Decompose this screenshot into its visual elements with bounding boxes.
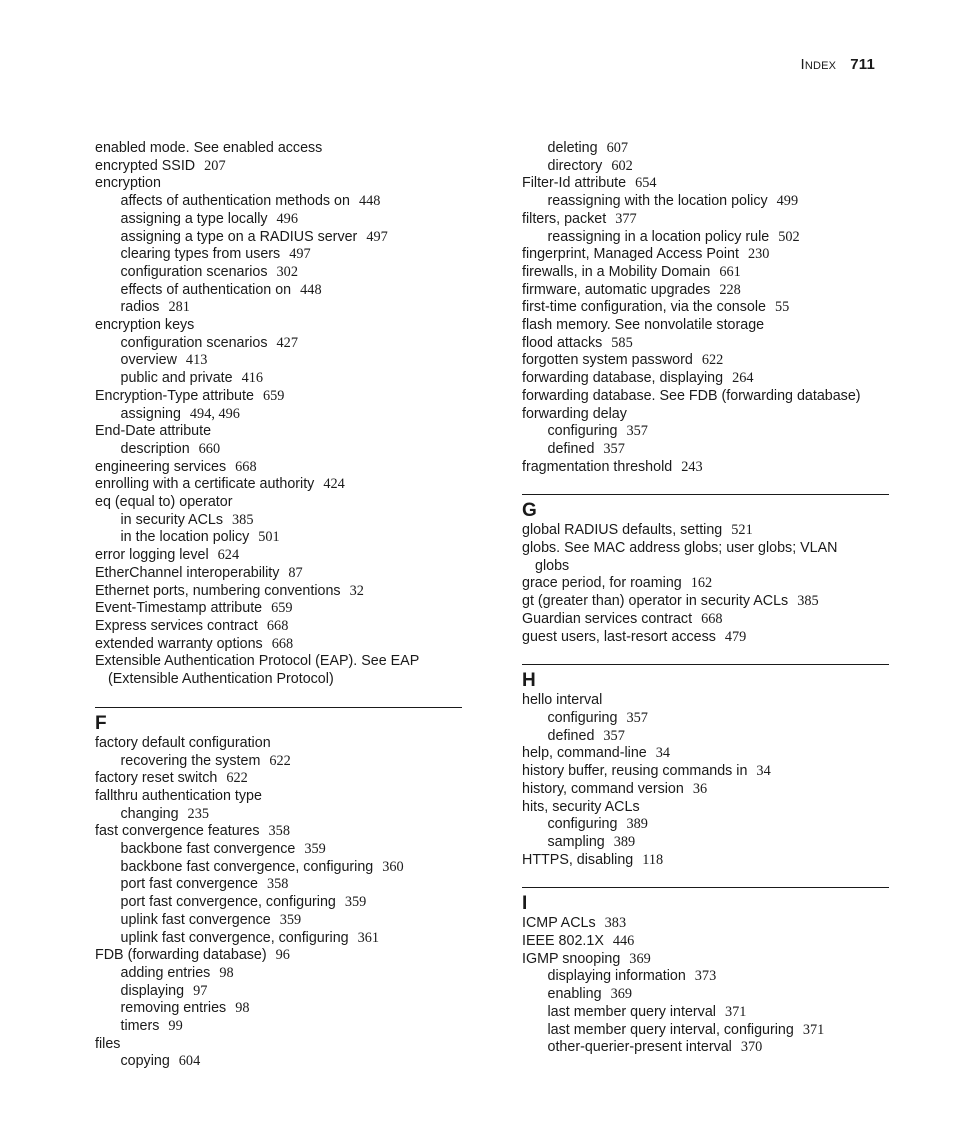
entry-page-ref: 668	[271, 635, 294, 652]
index-entry	[522, 575, 890, 593]
index-entry	[95, 459, 463, 477]
entry-term: in the location policy	[120, 529, 250, 546]
index-entry	[95, 671, 463, 689]
entry-page-ref: 96	[275, 947, 290, 964]
entry-page-ref: 383	[604, 915, 627, 932]
section-divider	[95, 707, 462, 708]
index-entry	[522, 933, 890, 951]
entry-term: ICMP ACLs	[522, 915, 596, 932]
entry-term: description	[120, 440, 190, 457]
entry-term: guest users, last-resort access	[522, 628, 716, 645]
entry-page-ref: 622	[269, 752, 291, 769]
entry-term: configuration scenarios	[120, 334, 268, 351]
entry-term: fast convergence features	[95, 823, 260, 840]
index-subentry	[522, 1004, 890, 1022]
entry-page-ref: 357	[626, 423, 648, 440]
entry-term: factory default configuration	[95, 734, 271, 751]
entry-page-ref: 118	[642, 851, 664, 868]
entry-page-ref: 357	[626, 709, 648, 726]
entry-page-ref: 448	[358, 193, 381, 210]
entry-page-ref: 361	[357, 929, 380, 946]
index-entry	[95, 476, 463, 494]
index-subentry	[522, 423, 890, 441]
entry-page-ref: 497	[289, 246, 311, 263]
entry-page-ref: 235	[187, 805, 209, 822]
entry-page-ref: 385	[232, 511, 254, 528]
index-subentry	[522, 229, 890, 247]
index-subentry	[522, 968, 890, 986]
entry-page-ref: 668	[701, 610, 723, 627]
index-subentry	[522, 1022, 890, 1040]
entry-term: enabling	[547, 986, 602, 1003]
entry-term: uplink fast convergence	[120, 911, 271, 928]
index-entry	[522, 335, 890, 353]
index-entry	[95, 788, 463, 806]
entry-page-ref: 357	[603, 727, 625, 744]
entry-term: Ethernet ports, numbering conventions	[95, 582, 341, 599]
entry-term: radios	[120, 299, 160, 316]
index-section-f	[95, 707, 463, 1071]
index-entry	[522, 317, 890, 335]
index-subentry	[95, 1018, 463, 1036]
entry-term: defined	[547, 727, 595, 744]
index-entry	[522, 852, 890, 870]
index-subentry	[95, 352, 463, 370]
index-entry	[95, 317, 463, 335]
index-subentry	[95, 930, 463, 948]
index-entry	[522, 406, 890, 424]
page-header	[800, 56, 875, 73]
entry-term: removing entries	[120, 1000, 227, 1017]
index-entry	[95, 583, 463, 601]
index-entry	[522, 388, 890, 406]
index-entry	[95, 600, 463, 618]
entry-term: sampling	[547, 833, 605, 850]
index-subentry	[522, 193, 890, 211]
index-entry	[522, 175, 890, 193]
entry-term: deleting	[547, 140, 598, 156]
entry-page-ref: 55	[774, 299, 790, 316]
entry-page-ref: 494, 496	[189, 405, 240, 422]
index-subentry	[95, 264, 463, 282]
entry-page-ref: 413	[185, 352, 208, 369]
entry-page-ref: 659	[262, 387, 285, 404]
entry-page-ref: 661	[719, 263, 741, 280]
entry-page-ref: 659	[271, 600, 293, 617]
entry-term: fallthru authentication type	[95, 787, 262, 804]
section-divider	[522, 664, 889, 665]
index-entry	[522, 692, 890, 710]
entry-page-ref: 98	[219, 964, 234, 981]
index-entry	[95, 947, 463, 965]
entry-term: configuring	[547, 709, 618, 726]
entry-term: EtherChannel interoperability	[95, 564, 280, 581]
index-subentry	[95, 246, 463, 264]
entry-page-ref: 243	[681, 458, 703, 475]
index-entry	[95, 158, 463, 176]
entry-term: overview	[120, 352, 177, 369]
entry-term: eq (equal to) operator	[95, 494, 233, 511]
section-divider	[522, 887, 889, 888]
index-entry	[95, 175, 463, 193]
index-subentry	[95, 441, 463, 459]
entry-term: files	[95, 1035, 121, 1052]
index-subentry	[522, 1039, 890, 1057]
index-entry	[522, 745, 890, 763]
entry-page-ref: 357	[603, 440, 625, 457]
entry-term: factory reset switch	[95, 770, 218, 787]
index-entry	[522, 915, 890, 933]
index-subentry	[95, 229, 463, 247]
index-column-left	[95, 140, 463, 1071]
entry-page-ref: 446	[612, 933, 635, 950]
entry-term: timers	[120, 1018, 160, 1035]
index-entry	[522, 540, 890, 558]
index-subentry	[95, 370, 463, 388]
entry-term: reassigning with the location policy	[547, 193, 768, 210]
entry-term: enabled mode. See enabled access	[95, 140, 323, 156]
entry-page-ref: 427	[276, 334, 298, 351]
index-subentry	[522, 140, 890, 158]
index-subentry	[95, 841, 463, 859]
index-entry	[522, 264, 890, 282]
entry-term: first-time configuration, via the console	[522, 299, 766, 316]
entry-term: Event-Timestamp attribute	[95, 600, 263, 617]
entry-page-ref: 369	[610, 986, 633, 1003]
entry-page-ref: 371	[724, 1003, 747, 1020]
entry-page-ref: 359	[279, 911, 302, 928]
entry-term: encryption keys	[95, 317, 195, 334]
index-subentry	[95, 753, 463, 771]
index-subentry	[522, 834, 890, 852]
entry-page-ref: 499	[776, 193, 799, 210]
index-entry	[95, 494, 463, 512]
index-section-i	[522, 887, 890, 1057]
index-subentry	[522, 816, 890, 834]
entry-term: changing	[120, 805, 179, 822]
entry-term: IGMP snooping	[522, 950, 621, 967]
entry-page-ref: 604	[178, 1053, 201, 1070]
entry-term: adding entries	[120, 964, 211, 981]
index-entry	[522, 763, 890, 781]
entry-term: firewalls, in a Mobility Domain	[522, 263, 711, 280]
entry-term: grace period, for roaming	[522, 575, 682, 592]
entry-page-ref: 622	[226, 770, 248, 787]
entry-page-ref: 424	[323, 476, 345, 493]
entry-page-ref: 479	[724, 628, 747, 645]
entry-page-ref: 416	[241, 370, 264, 387]
entry-term: displaying	[120, 982, 185, 999]
entry-term: assigning	[120, 405, 181, 422]
entry-page-ref: 162	[690, 575, 713, 592]
entry-page-ref: 97	[193, 982, 208, 999]
index-entry	[95, 547, 463, 565]
index-entry	[95, 653, 463, 671]
index-entry	[95, 823, 463, 841]
entry-term: help, command-line	[522, 745, 647, 762]
index-subentry	[95, 335, 463, 353]
entry-page-ref: 607	[606, 140, 629, 156]
section-letter: G	[522, 500, 537, 522]
index-subentry	[95, 876, 463, 894]
entry-page-ref: 281	[168, 299, 190, 316]
entry-page-ref: 502	[778, 228, 800, 245]
entry-term: in security ACLs	[120, 511, 224, 528]
entry-term: hits, security ACLs	[522, 798, 640, 815]
index-subentry	[95, 529, 463, 547]
entry-term: global RADIUS defaults, setting	[522, 522, 723, 539]
entry-term: gt (greater than) operator in security ACLs	[522, 593, 789, 610]
entry-page-ref: 602	[611, 157, 633, 174]
index-subentry	[95, 1053, 463, 1071]
entry-page-ref: 34	[756, 763, 771, 780]
entry-term: affects of authentication methods on	[120, 193, 350, 210]
entry-page-ref: 377	[615, 210, 637, 227]
entry-page-ref: 302	[276, 263, 298, 280]
entry-page-ref: 660	[198, 440, 221, 457]
index-subentry	[95, 1000, 463, 1018]
index-subentry	[522, 986, 890, 1004]
entry-page-ref: 501	[258, 529, 280, 546]
index-entry	[522, 558, 890, 576]
entry-page-ref: 496	[276, 210, 298, 227]
section-divider	[522, 494, 889, 495]
entry-term: forwarding database, displaying	[522, 370, 724, 387]
entry-term: HTTPS, disabling	[522, 851, 634, 868]
entry-term: error logging level	[95, 547, 209, 564]
entry-term: clearing types from users	[120, 246, 281, 263]
index-entry	[522, 629, 890, 647]
index-subentry	[95, 193, 463, 211]
entry-term: Extensible Authentication Protocol (EAP). See EAP	[95, 653, 420, 670]
entry-term: defined	[547, 440, 595, 457]
entry-term: recovering the system	[120, 752, 261, 769]
entry-term: forgotten system password	[522, 352, 693, 369]
index-entry	[522, 282, 890, 300]
entry-term: uplink fast convergence, configuring	[120, 929, 349, 946]
entry-term: history buffer, reusing commands in	[522, 763, 748, 780]
entry-page-ref: 359	[304, 841, 326, 858]
entry-page-ref: 448	[300, 281, 322, 298]
entry-page-ref: 373	[694, 968, 717, 985]
index-subentry	[522, 441, 890, 459]
index-entry	[522, 593, 890, 611]
entry-page-ref: 358	[268, 823, 290, 840]
index-entry	[522, 781, 890, 799]
index-entry	[522, 522, 890, 540]
entry-page-ref: 369	[629, 950, 651, 967]
entry-term: forwarding delay	[522, 405, 627, 422]
entry-page-ref: 360	[382, 858, 404, 875]
index-subentry	[95, 299, 463, 317]
entry-term: displaying information	[547, 968, 686, 985]
running-head: Index	[800, 56, 837, 73]
index-entry	[522, 370, 890, 388]
index-subentry	[95, 912, 463, 930]
entry-term: extended warranty options	[95, 635, 263, 652]
entry-term: flood attacks	[522, 334, 603, 351]
entry-page-ref: 585	[611, 334, 633, 351]
entry-term: copying	[120, 1053, 170, 1070]
entry-term: Guardian services contract	[522, 610, 693, 627]
index-subentry	[95, 282, 463, 300]
entry-term: IEEE 802.1X	[522, 933, 604, 950]
entry-term: encryption	[95, 175, 161, 192]
entry-page-ref: 207	[204, 157, 226, 174]
entry-term: enrolling with a certificate authority	[95, 476, 315, 493]
entry-page-ref: 99	[168, 1018, 183, 1035]
entry-term: last member query interval	[547, 1003, 716, 1020]
entry-term: fragmentation threshold	[522, 458, 673, 475]
index-subentry	[522, 728, 890, 746]
entry-term: forwarding database. See FDB (forwarding database)	[522, 387, 861, 404]
index-entry	[522, 799, 890, 817]
index-subentry	[95, 512, 463, 530]
index-entry	[95, 618, 463, 636]
index-entry	[95, 140, 463, 158]
index-subentry	[522, 710, 890, 728]
index-section-g	[522, 494, 890, 646]
entry-term: (Extensible Authentication Protocol)	[108, 671, 334, 688]
index-subentry	[95, 859, 463, 877]
index-entry	[95, 565, 463, 583]
entry-page-ref: 624	[217, 547, 240, 564]
entry-term: globs	[535, 557, 570, 574]
entry-term: public and private	[120, 370, 233, 387]
index-entry	[522, 611, 890, 629]
index-subentry	[95, 983, 463, 1001]
entry-page-ref: 358	[267, 876, 289, 893]
entry-page-ref: 228	[719, 281, 741, 298]
entry-page-ref: 622	[701, 352, 724, 369]
index-entry	[522, 352, 890, 370]
entry-page-ref: 385	[797, 593, 819, 610]
index-entry	[95, 1036, 463, 1054]
index-entry	[522, 951, 890, 969]
index-entry	[522, 246, 890, 264]
entry-page-ref: 389	[613, 833, 636, 850]
section-letter: H	[522, 670, 536, 692]
entry-term: fingerprint, Managed Access Point	[522, 246, 739, 263]
entry-page-ref: 359	[344, 894, 367, 911]
entry-term: engineering services	[95, 458, 227, 475]
entry-term: Express services contract	[95, 617, 258, 634]
index-section-h	[522, 664, 890, 869]
index-entry	[95, 770, 463, 788]
entry-term: globs. See MAC address globs; user globs; VLAN	[522, 540, 838, 557]
entry-term: assigning a type on a RADIUS server	[120, 228, 358, 245]
entry-page-ref: 98	[235, 1000, 250, 1017]
entry-page-ref: 87	[288, 564, 303, 581]
entry-term: history, command version	[522, 780, 684, 797]
index-entry	[95, 636, 463, 654]
index-subentry	[95, 211, 463, 229]
entry-term: encrypted SSID	[95, 157, 196, 174]
entry-term: backbone fast convergence	[120, 841, 296, 858]
entry-page-ref: 654	[635, 175, 657, 192]
entry-page-ref: 34	[655, 745, 671, 762]
entry-term: Encryption-Type attribute	[95, 387, 254, 404]
index-subentry	[522, 158, 890, 176]
entry-term: configuration scenarios	[120, 263, 268, 280]
entry-page-ref: 370	[740, 1039, 763, 1056]
entry-term: configuring	[547, 423, 618, 440]
entry-term: End-Date attribute	[95, 423, 212, 440]
index-subentry	[95, 965, 463, 983]
entry-term: assigning a type locally	[120, 210, 268, 227]
entry-page-ref: 521	[731, 522, 753, 539]
entry-page-ref: 497	[366, 228, 388, 245]
entry-term: port fast convergence	[120, 876, 258, 893]
entry-page-ref: 230	[747, 246, 770, 263]
index-entry	[95, 423, 463, 441]
entry-term: filters, packet	[522, 210, 607, 227]
entry-page-ref: 389	[626, 816, 648, 833]
entry-term: other-querier-present interval	[547, 1039, 732, 1056]
entry-term: directory	[547, 157, 603, 174]
entry-page-ref: 668	[235, 458, 257, 475]
index-subentry	[95, 806, 463, 824]
index-entry	[522, 459, 890, 477]
index-subentry	[95, 406, 463, 424]
entry-term: flash memory. See nonvolatile storage	[522, 317, 765, 334]
index-subentry	[95, 894, 463, 912]
page-number: 711	[850, 56, 875, 73]
index-entry	[522, 211, 890, 229]
entry-page-ref: 32	[349, 582, 364, 599]
entry-term: effects of authentication on	[120, 281, 292, 298]
index-entry	[522, 299, 890, 317]
entry-term: hello interval	[522, 692, 603, 709]
entry-page-ref: 371	[802, 1021, 825, 1038]
section-letter: F	[95, 712, 107, 734]
entry-term: backbone fast convergence, configuring	[120, 858, 374, 875]
entry-term: FDB (forwarding database)	[95, 947, 267, 964]
entry-term: last member query interval, configuring	[547, 1021, 794, 1038]
entry-term: firmware, automatic upgrades	[522, 281, 711, 298]
entry-term: reassigning in a location policy rule	[547, 228, 770, 245]
entry-page-ref: 264	[732, 370, 754, 387]
entry-term: port fast convergence, configuring	[120, 894, 336, 911]
entry-page-ref: 668	[266, 617, 289, 634]
section-letter: I	[522, 893, 528, 915]
entry-term: Filter-Id attribute	[522, 175, 627, 192]
index-column-right	[522, 140, 890, 1057]
index-entry	[95, 388, 463, 406]
index-entry	[95, 735, 463, 753]
entry-term: configuring	[547, 816, 618, 833]
entry-page-ref: 36	[692, 780, 708, 797]
